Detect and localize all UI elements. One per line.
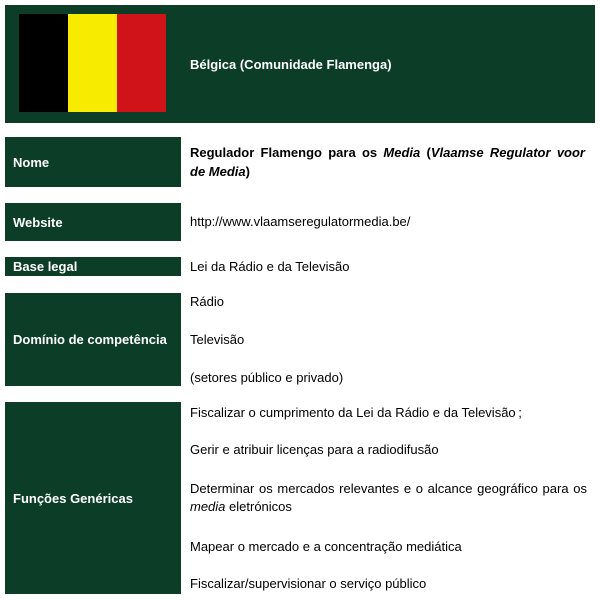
belgium-flag-icon <box>18 13 167 113</box>
header-banner <box>5 5 595 123</box>
value-nome-media: Media <box>383 145 421 160</box>
value-dominio-item: Televisão <box>190 332 245 347</box>
value-base-legal: Lei da Rádio e da Televisão <box>190 259 350 274</box>
value-dominio-item: (setores público e privado) <box>190 370 344 385</box>
value-nome-paren-open: ( <box>420 145 431 160</box>
value-website[interactable]: http://www.vlaamseregulatormedia.be/ <box>190 214 411 229</box>
label-dominio-text: Domínio de competência <box>13 332 167 347</box>
value-funcoes-item <box>190 480 587 516</box>
value-nome-text: Regulador Flamengo para os <box>190 145 384 160</box>
value-funcoes-item: Gerir e atribuir licenças para a radiodifusão <box>190 442 439 457</box>
label-base-legal <box>5 257 181 276</box>
value-funcoes-item: Fiscalizar o cumprimento da Lei da Rádio e da Televisão ; <box>190 405 522 420</box>
label-funcoes <box>5 402 181 594</box>
value-funcoes-item3-media: media <box>190 499 226 514</box>
label-dominio <box>5 293 181 386</box>
label-nome <box>5 137 181 187</box>
flag-stripe-black <box>19 14 68 112</box>
label-nome-text: Nome <box>13 154 50 170</box>
flag-stripe-yellow <box>68 14 117 112</box>
label-website-text: Website <box>13 214 63 230</box>
value-funcoes-item: Fiscalizar/supervisionar o serviço público <box>190 576 427 591</box>
flag-stripe-red <box>117 14 166 112</box>
value-funcoes-item3-text: Determinar os mercados relevantes e o alcance geográfico para os <box>190 481 587 496</box>
value-nome <box>190 143 585 181</box>
value-funcoes-item: Mapear o mercado e a concentração mediática <box>190 539 462 554</box>
label-base-legal-text: Base legal <box>13 259 78 274</box>
page-title: Bélgica (Comunidade Flamenga) <box>190 57 392 72</box>
value-funcoes-item3-end: eletrónicos <box>225 499 292 514</box>
value-dominio-item: Rádio <box>190 294 224 309</box>
label-website <box>5 203 181 241</box>
value-nome-paren-close: ) <box>245 164 250 179</box>
label-funcoes-text: Funções Genéricas <box>13 490 133 506</box>
value-nome-original: Vlaamse Regulator voor de Media <box>190 145 585 179</box>
